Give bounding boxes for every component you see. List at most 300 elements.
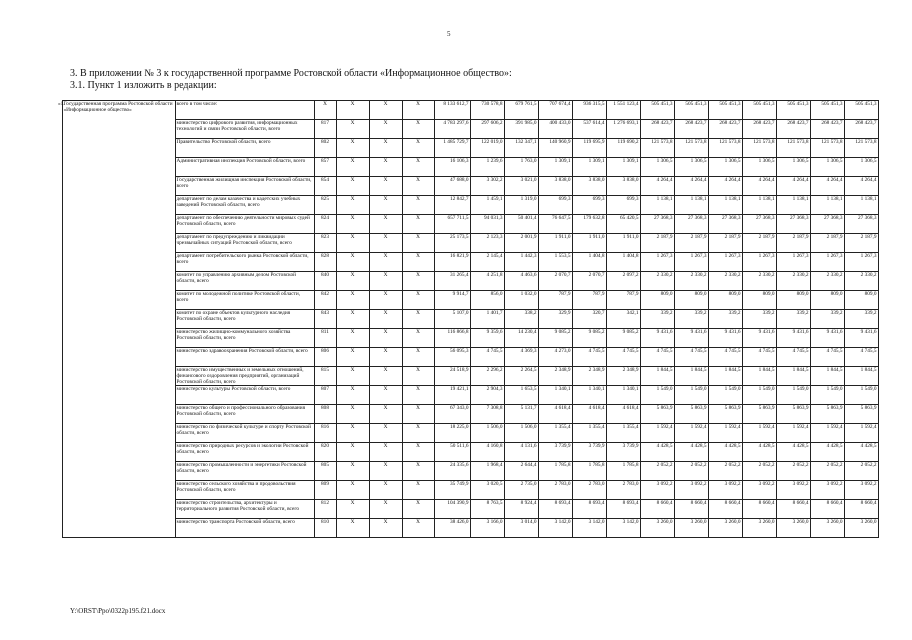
- amount-cell: 50 401,4: [504, 215, 538, 234]
- amount-cell: 4 428,5: [674, 443, 708, 462]
- amount-cell: 8 133 612,7: [434, 101, 470, 120]
- amount-cell: 1 340,1: [538, 386, 572, 405]
- table-row: [57, 158, 912, 177]
- amount-cell: 122 019,0: [470, 139, 504, 158]
- executor-cell: Административная инспекция Ростовской области, всего: [175, 158, 314, 177]
- amount-cell: 1 459,1: [470, 196, 504, 215]
- amount-cell: 1 309,1: [538, 158, 572, 177]
- amount-cell: 9 431,6: [776, 329, 810, 348]
- amount-cell: 679 761,5: [504, 101, 538, 120]
- amount-cell: 119 695,9: [572, 139, 606, 158]
- amount-cell: 2 187,9: [674, 234, 708, 253]
- amount-cell: 342,1: [606, 310, 640, 329]
- executor-cell: министерство сельского хозяйства и продовольствия Ростовской области, всего: [175, 481, 314, 500]
- table-row: [57, 101, 912, 120]
- amount-cell: 8 693,4: [572, 500, 606, 519]
- amount-cell: 1 309,1: [572, 158, 606, 177]
- amount-cell: 2 097,2: [606, 272, 640, 291]
- amount-cell: 4 745,5: [742, 348, 776, 367]
- table-row: [57, 462, 912, 481]
- amount-cell: 4 264,4: [640, 177, 674, 196]
- x-code-cell: X: [369, 500, 402, 519]
- amount-cell: 4 264,4: [742, 177, 776, 196]
- amount-cell: 8 660,4: [776, 500, 810, 519]
- amount-cell: 16 821,9: [434, 253, 470, 272]
- amount-cell: 4 428,5: [640, 443, 674, 462]
- amount-cell: 2 330,2: [640, 272, 674, 291]
- amount-cell: 3 142,0: [538, 519, 572, 538]
- x-code-cell: X: [369, 405, 402, 424]
- program-funding-table: [57, 100, 912, 538]
- budget-code-cell: 823: [314, 234, 336, 253]
- amount-cell: 787,9: [538, 291, 572, 310]
- amount-cell: 4 618,4: [572, 405, 606, 424]
- amount-cell: 1 592,4: [810, 424, 844, 443]
- x-code-cell: X: [402, 519, 434, 538]
- amount-cell: 1 485 729,7: [434, 139, 470, 158]
- amount-cell: 121 573,8: [776, 139, 810, 158]
- x-code-cell: X: [402, 253, 434, 272]
- amount-cell: 1 844,5: [742, 367, 776, 386]
- x-code-cell: X: [402, 386, 434, 405]
- amount-cell: 537 614,4: [572, 120, 606, 139]
- amount-cell: 3 142,0: [606, 519, 640, 538]
- amount-cell: 2 783,0: [538, 481, 572, 500]
- amount-cell: 1 306,5: [708, 158, 742, 177]
- amount-cell: 1 267,3: [810, 253, 844, 272]
- amount-cell: 9 431,6: [640, 329, 674, 348]
- executor-cell: министерство здравоохранения Ростовской области, всего: [175, 348, 314, 367]
- amount-cell: 1 549,0: [844, 386, 878, 405]
- x-code-cell: X: [369, 386, 402, 405]
- amount-cell: 3 092,2: [640, 481, 674, 500]
- amount-cell: 1 911,0: [606, 234, 640, 253]
- amount-cell: 2 001,9: [504, 234, 538, 253]
- amount-cell: 4 745,5: [674, 348, 708, 367]
- amount-cell: 1 319,0: [504, 196, 538, 215]
- amount-cell: 8 924,4: [504, 500, 538, 519]
- amount-cell: 9 431,6: [810, 329, 844, 348]
- amount-cell: 4 264,4: [844, 177, 878, 196]
- amount-cell: 505 451,3: [742, 101, 776, 120]
- x-code-cell: X: [336, 272, 369, 291]
- executor-cell: министерство природных ресурсов и экологии Ростовской области, всего: [175, 443, 314, 462]
- amount-cell: 4 273,0: [538, 348, 572, 367]
- x-code-cell: X: [369, 367, 402, 386]
- amount-cell: 1 267,3: [674, 253, 708, 272]
- budget-code-cell: 857: [314, 158, 336, 177]
- x-code-cell: X: [369, 272, 402, 291]
- amount-cell: 320,7: [572, 310, 606, 329]
- budget-code-cell: 806: [314, 348, 336, 367]
- amount-cell: 657 711,5: [434, 215, 470, 234]
- amount-cell: 8 693,4: [538, 500, 572, 519]
- amount-cell: 1 549,0: [640, 386, 674, 405]
- x-code-cell: X: [369, 234, 402, 253]
- amount-cell: 339,2: [844, 310, 878, 329]
- amount-cell: 9 085,2: [606, 329, 640, 348]
- executor-cell: комитет по молодежной политике Ростовской области, всего: [175, 291, 314, 310]
- amount-cell: 268 423,7: [776, 120, 810, 139]
- amount-cell: 4 428,5: [708, 443, 742, 462]
- amount-cell: 3 260,0: [640, 519, 674, 538]
- amount-cell: 505 451,3: [674, 101, 708, 120]
- budget-code-cell: 816: [314, 424, 336, 443]
- amount-cell: 65 420,5: [606, 215, 640, 234]
- amount-cell: 8 763,5: [470, 500, 504, 519]
- x-code-cell: X: [369, 462, 402, 481]
- table-row: [57, 386, 912, 405]
- table-row: [57, 405, 912, 424]
- amount-cell: 1 355,4: [572, 424, 606, 443]
- budget-code-cell: 825: [314, 196, 336, 215]
- amount-cell: 1 267,3: [708, 253, 742, 272]
- amount-cell: 1 306,5: [776, 158, 810, 177]
- amount-cell: 4 618,4: [538, 405, 572, 424]
- amount-cell: 339,2: [708, 310, 742, 329]
- x-code-cell: X: [336, 253, 369, 272]
- amount-cell: 3 014,0: [504, 519, 538, 538]
- amount-cell: 4 745,5: [470, 348, 504, 367]
- amount-cell: 9 431,6: [708, 329, 742, 348]
- amount-cell: 1 549,0: [674, 386, 708, 405]
- amount-cell: 3 260,0: [708, 519, 742, 538]
- x-code-cell: X: [336, 310, 369, 329]
- amount-cell: 809,0: [776, 291, 810, 310]
- amount-cell: 4 264,4: [708, 177, 742, 196]
- amount-cell: 3 092,2: [776, 481, 810, 500]
- amount-cell: 121 573,8: [810, 139, 844, 158]
- amount-cell: 339,2: [810, 310, 844, 329]
- amount-cell: 1 592,4: [844, 424, 878, 443]
- x-code-cell: X: [369, 139, 402, 158]
- amount-cell: 268 423,7: [708, 120, 742, 139]
- x-code-cell: X: [336, 424, 369, 443]
- amount-cell: 8 693,4: [606, 500, 640, 519]
- amount-cell: 2 644,4: [504, 462, 538, 481]
- amount-cell: 2 052,2: [708, 462, 742, 481]
- amount-cell: 856,0: [470, 291, 504, 310]
- amount-cell: 2 330,2: [776, 272, 810, 291]
- amount-cell: 1 549,0: [776, 386, 810, 405]
- budget-code-cell: 840: [314, 272, 336, 291]
- amount-cell: 3 260,0: [742, 519, 776, 538]
- executor-cell: министерство общего и профессионального образования Ростовской области, всего: [175, 405, 314, 424]
- amount-cell: 2 052,2: [844, 462, 878, 481]
- table-row: [57, 272, 912, 291]
- amount-cell: 9 431,6: [844, 329, 878, 348]
- executor-cell: министерство строительства, архитектуры и территориального развития Ростовской области, всего: [175, 500, 314, 519]
- executor-cell: Правительство Ростовской области, всего: [175, 139, 314, 158]
- x-code-cell: X: [369, 329, 402, 348]
- amount-cell: 2 783,0: [606, 481, 640, 500]
- budget-code-cell: 807: [314, 386, 336, 405]
- amount-cell: 121 573,8: [742, 139, 776, 158]
- x-code-cell: X: [402, 158, 434, 177]
- amount-cell: 56 095,3: [434, 348, 470, 367]
- amount-cell: 505 451,3: [776, 101, 810, 120]
- x-code-cell: X: [369, 519, 402, 538]
- amount-cell: 1 549,0: [742, 386, 776, 405]
- amount-cell: 3 739,9: [606, 443, 640, 462]
- amount-cell: 179 632,8: [572, 215, 606, 234]
- executor-cell: комитет по охране объектов культурного наследия Ростовской области, всего: [175, 310, 314, 329]
- amount-cell: 2 904,3: [470, 386, 504, 405]
- table-row: [57, 519, 912, 538]
- amount-cell: 4 745,5: [776, 348, 810, 367]
- amount-cell: 2 330,2: [844, 272, 878, 291]
- x-code-cell: X: [402, 424, 434, 443]
- x-code-cell: X: [402, 272, 434, 291]
- amount-cell: 2 052,2: [674, 462, 708, 481]
- amount-cell: 1 355,4: [606, 424, 640, 443]
- amount-cell: 505 451,3: [708, 101, 742, 120]
- amount-cell: 730 578,8: [470, 101, 504, 120]
- subsection-heading: 3.1. Пункт 1 изложить в редакции:: [70, 80, 217, 91]
- amount-cell: 9 431,6: [742, 329, 776, 348]
- amount-cell: 4 428,5: [844, 443, 878, 462]
- x-code-cell: X: [369, 120, 402, 139]
- x-code-cell: X: [336, 234, 369, 253]
- budget-code-cell: X: [314, 101, 336, 120]
- amount-cell: 5 863,9: [674, 405, 708, 424]
- amount-cell: 268 423,7: [640, 120, 674, 139]
- amount-cell: 2 070,7: [572, 272, 606, 291]
- amount-cell: 5 863,9: [776, 405, 810, 424]
- amount-cell: 699,3: [606, 196, 640, 215]
- amount-cell: 8 660,4: [810, 500, 844, 519]
- amount-cell: 1 844,5: [674, 367, 708, 386]
- amount-cell: 24 335,6: [434, 462, 470, 481]
- amount-cell: 1 401,7: [470, 310, 504, 329]
- amount-cell: 268 423,7: [742, 120, 776, 139]
- amount-cell: 1 306,5: [844, 158, 878, 177]
- x-code-cell: X: [336, 177, 369, 196]
- amount-cell: 4 264,4: [810, 177, 844, 196]
- amount-cell: 1 138,1: [810, 196, 844, 215]
- x-code-cell: X: [336, 329, 369, 348]
- amount-cell: 8 660,4: [844, 500, 878, 519]
- amount-cell: 1 138,1: [844, 196, 878, 215]
- x-code-cell: X: [336, 367, 369, 386]
- amount-cell: 1 306,5: [640, 158, 674, 177]
- amount-cell: 121 573,8: [708, 139, 742, 158]
- amount-cell: 5 863,9: [640, 405, 674, 424]
- amount-cell: 338,2: [504, 310, 538, 329]
- x-code-cell: X: [402, 139, 434, 158]
- amount-cell: 1 653,5: [504, 386, 538, 405]
- amount-cell: 1 239,6: [470, 158, 504, 177]
- executor-cell: департамент по обеспечению деятельности мировых судей Ростовской области, всего: [175, 215, 314, 234]
- amount-cell: 3 838,0: [572, 177, 606, 196]
- amount-cell: 104 390,9: [434, 500, 470, 519]
- amount-cell: 16 106,3: [434, 158, 470, 177]
- amount-cell: 5 863,9: [844, 405, 878, 424]
- x-code-cell: X: [369, 253, 402, 272]
- amount-cell: 2 187,9: [844, 234, 878, 253]
- amount-cell: 1 592,4: [640, 424, 674, 443]
- amount-cell: 4 745,5: [640, 348, 674, 367]
- table-row: [57, 443, 912, 462]
- amount-cell: 3 092,2: [844, 481, 878, 500]
- amount-cell: 2 348,9: [572, 367, 606, 386]
- budget-code-cell: 815: [314, 367, 336, 386]
- program-name: Государственная программа Ростовской области «Информационное общество»: [62, 101, 175, 538]
- amount-cell: 5 863,9: [708, 405, 742, 424]
- budget-code-cell: 817: [314, 120, 336, 139]
- amount-cell: 12 842,7: [434, 196, 470, 215]
- amount-cell: 2 735,0: [504, 481, 538, 500]
- amount-cell: 1 911,0: [572, 234, 606, 253]
- amount-cell: 24 518,9: [434, 367, 470, 386]
- budget-code-cell: 812: [314, 500, 336, 519]
- amount-cell: 3 166,0: [470, 519, 504, 538]
- amount-cell: 7 308,8: [470, 405, 504, 424]
- table-row: [57, 253, 912, 272]
- x-code-cell: X: [402, 367, 434, 386]
- amount-cell: 1 553,5: [538, 253, 572, 272]
- amount-cell: 1 549,0: [810, 386, 844, 405]
- amount-cell: 4 264,4: [674, 177, 708, 196]
- amount-cell: 2 330,2: [742, 272, 776, 291]
- amount-cell: 1 267,3: [640, 253, 674, 272]
- amount-cell: 4 745,5: [844, 348, 878, 367]
- x-code-cell: X: [369, 291, 402, 310]
- amount-cell: 339,2: [776, 310, 810, 329]
- amount-cell: 400 433,0: [538, 120, 572, 139]
- amount-cell: 3 092,2: [674, 481, 708, 500]
- amount-cell: 1 404,8: [572, 253, 606, 272]
- amount-cell: 3 302,2: [470, 177, 504, 196]
- budget-code-cell: 854: [314, 177, 336, 196]
- amount-cell: 121 573,8: [640, 139, 674, 158]
- amount-cell: 1 592,4: [742, 424, 776, 443]
- amount-cell: 3 092,2: [708, 481, 742, 500]
- table-row: [57, 139, 912, 158]
- amount-cell: 4 745,5: [708, 348, 742, 367]
- amount-cell: 1 340,1: [572, 386, 606, 405]
- budget-code-cell: 843: [314, 310, 336, 329]
- amount-cell: 1 306,5: [674, 158, 708, 177]
- amount-cell: 787,9: [572, 291, 606, 310]
- amount-cell: 2 783,0: [572, 481, 606, 500]
- amount-cell: 787,9: [606, 291, 640, 310]
- budget-code-cell: 824: [314, 215, 336, 234]
- budget-code-cell: 805: [314, 462, 336, 481]
- x-code-cell: X: [402, 481, 434, 500]
- amount-cell: 391 985,0: [504, 120, 538, 139]
- table-row: [57, 424, 912, 443]
- amount-cell: 1 785,8: [572, 462, 606, 481]
- amount-cell: 4 428,5: [742, 443, 776, 462]
- x-code-cell: X: [369, 310, 402, 329]
- section-heading: 3. В приложении № 3 к государственной программе Ростовской области «Информационное общество»:: [70, 68, 512, 79]
- amount-cell: 4 745,5: [606, 348, 640, 367]
- amount-cell: 94 031,3: [470, 215, 504, 234]
- x-code-cell: X: [402, 500, 434, 519]
- amount-cell: 31 265,4: [434, 272, 470, 291]
- executor-cell: всего в том числе:: [175, 101, 314, 120]
- amount-cell: 1 763,0: [504, 158, 538, 177]
- amount-cell: 1 267,3: [844, 253, 878, 272]
- amount-cell: 9 085,2: [538, 329, 572, 348]
- x-code-cell: X: [369, 196, 402, 215]
- executor-cell: комитет по управлению архивным делом Ростовской области, всего: [175, 272, 314, 291]
- table-row: [57, 500, 912, 519]
- x-code-cell: X: [336, 405, 369, 424]
- amount-cell: 809,0: [810, 291, 844, 310]
- amount-cell: 2 145,4: [470, 253, 504, 272]
- amount-cell: 809,0: [844, 291, 878, 310]
- amount-cell: 3 260,0: [810, 519, 844, 538]
- amount-cell: 1 138,1: [742, 196, 776, 215]
- amount-cell: 1 276 693,1: [606, 120, 640, 139]
- executor-cell: Государственная жилищная инспекция Ростовской области, всего: [175, 177, 314, 196]
- x-code-cell: X: [336, 386, 369, 405]
- x-code-cell: X: [369, 101, 402, 120]
- amount-cell: 4 618,4: [606, 405, 640, 424]
- amount-cell: 38 426,0: [434, 519, 470, 538]
- amount-cell: 2 330,2: [708, 272, 742, 291]
- executor-cell: министерство промышленности и энергетики Ростовской области, всего: [175, 462, 314, 481]
- table-row: [57, 310, 912, 329]
- amount-cell: 5 107,0: [434, 310, 470, 329]
- amount-cell: 3 092,2: [810, 481, 844, 500]
- budget-code-cell: 811: [314, 329, 336, 348]
- amount-cell: 297 606,2: [470, 120, 504, 139]
- amount-cell: 1 138,1: [674, 196, 708, 215]
- executor-cell: департамент потребительского рынка Ростовской области, всего: [175, 253, 314, 272]
- amount-cell: 1 592,4: [674, 424, 708, 443]
- amount-cell: 27 368,3: [708, 215, 742, 234]
- amount-cell: 35 749,9: [434, 481, 470, 500]
- table-row: [57, 348, 912, 367]
- amount-cell: 505 451,3: [640, 101, 674, 120]
- amount-cell: 47 688,0: [434, 177, 470, 196]
- amount-cell: 2 330,2: [810, 272, 844, 291]
- amount-cell: 9 359,6: [470, 329, 504, 348]
- amount-cell: 329,9: [538, 310, 572, 329]
- amount-cell: 1 592,4: [776, 424, 810, 443]
- x-code-cell: X: [336, 443, 369, 462]
- amount-cell: 50 511,6: [434, 443, 470, 462]
- x-code-cell: X: [402, 462, 434, 481]
- x-code-cell: X: [402, 443, 434, 462]
- amount-cell: 5 863,9: [810, 405, 844, 424]
- table-row: [57, 177, 912, 196]
- x-code-cell: X: [336, 120, 369, 139]
- x-code-cell: X: [402, 177, 434, 196]
- executor-cell: министерство по физической культуре и спорту Ростовской области, всего: [175, 424, 314, 443]
- amount-cell: 9 914,7: [434, 291, 470, 310]
- amount-cell: 18 225,0: [434, 424, 470, 443]
- amount-cell: 1 844,5: [708, 367, 742, 386]
- amount-cell: 699,3: [538, 196, 572, 215]
- amount-cell: 809,0: [708, 291, 742, 310]
- amount-cell: 9 431,6: [674, 329, 708, 348]
- amount-cell: 4 264,4: [776, 177, 810, 196]
- amount-cell: 268 423,7: [844, 120, 878, 139]
- executor-cell: министерство жилищно-коммунального хозяйства Ростовской области, всего: [175, 329, 314, 348]
- x-code-cell: X: [369, 158, 402, 177]
- amount-cell: 3 092,2: [742, 481, 776, 500]
- amount-cell: 76 647,5: [538, 215, 572, 234]
- amount-cell: 4 428,5: [810, 443, 844, 462]
- amount-cell: 1 340,1: [606, 386, 640, 405]
- amount-cell: 339,2: [674, 310, 708, 329]
- amount-cell: 1 551 123,4: [606, 101, 640, 120]
- table-row: [57, 120, 912, 139]
